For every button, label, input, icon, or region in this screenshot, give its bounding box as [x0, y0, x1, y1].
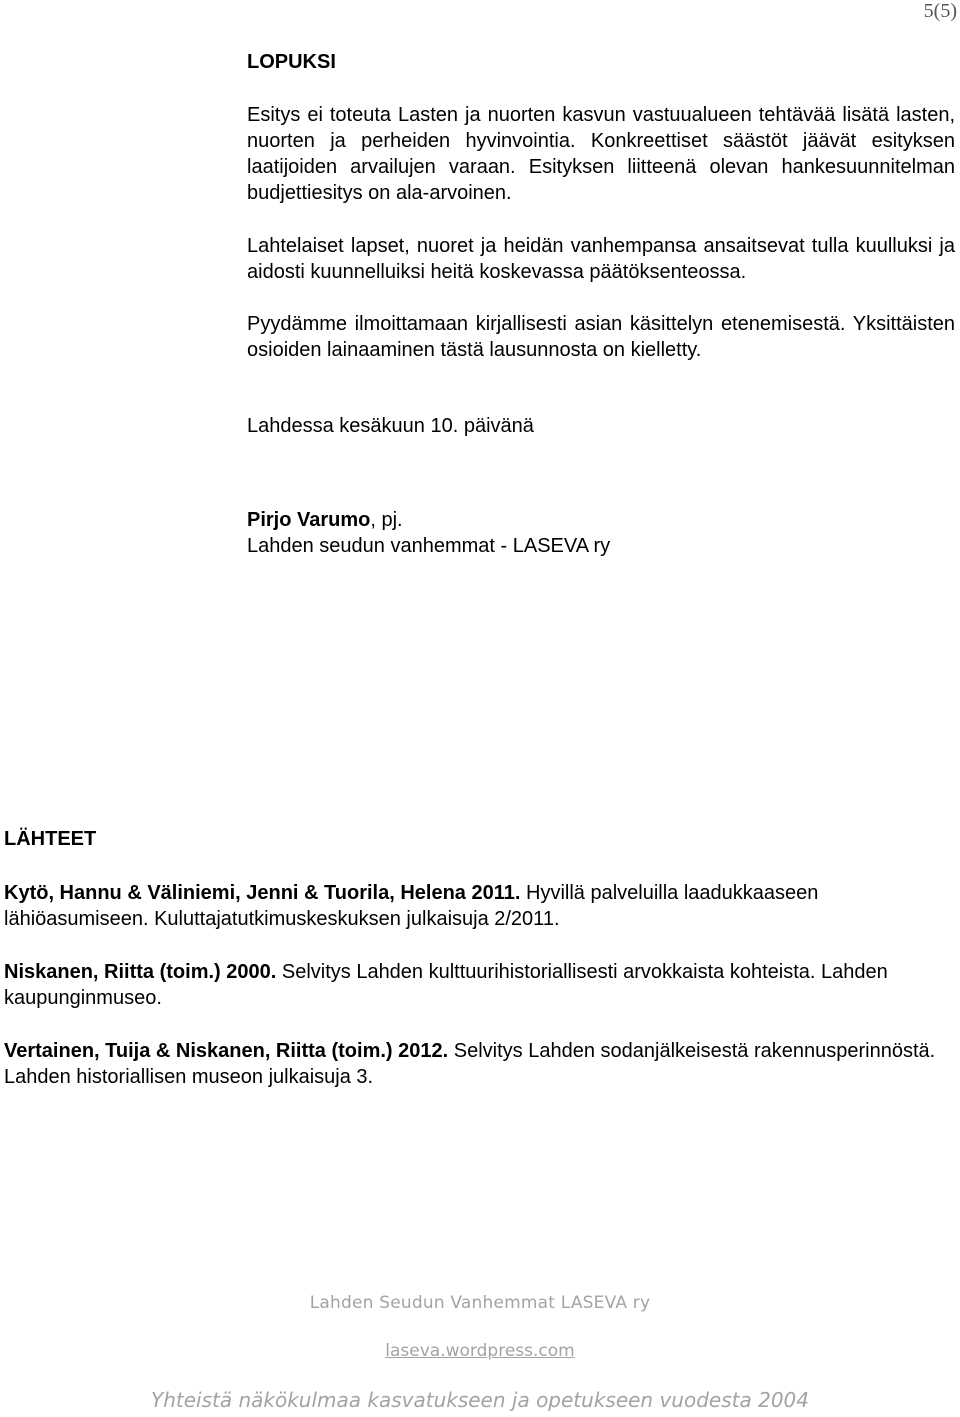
closing-paragraph: Esitys ei toteuta Lasten ja nuorten kasvun vastuualueen tehtävää lisätä lasten, nuorten ja perheiden hyvinvointia. Konkreettiset säästöt jäävät esityksen laatijoiden arvailujen varaan. Esityksen liitteenä olevan hankesuunnitelman budjettiesitys on ala-arvoinen. [247, 104, 955, 204]
footer-link-row [0, 1341, 960, 1361]
closing-paragraph: Lahtelaiset lapset, nuoret ja heidän vanhempansa ansaitsevat tulla kuulluksi ja aidosti kuunnelluiksi heitä koskevassa päätöksenteossa. [247, 235, 955, 283]
signer-organization: Lahden seudun vanhemmat - LASEVA ry [247, 535, 611, 557]
references-section [4, 826, 955, 1117]
reference-authors: Kytö, Hannu & Väliniemi, Jenni & Tuorila, Helena 2011. [4, 882, 521, 904]
signer-line [247, 507, 955, 533]
reference-authors: Niskanen, Riitta (toim.) 2000. [4, 961, 277, 983]
page-number: 5(5) [923, 0, 957, 22]
references-heading: LÄHTEET [4, 828, 97, 850]
footer-website-link[interactable]: laseva.wordpress.com [385, 1341, 575, 1361]
reference-item [4, 1038, 955, 1090]
signature-block [247, 507, 955, 559]
closing-paragraph: Pyydämme ilmoittamaan kirjallisesti asian käsittelyn etenemisestä. Yksittäisten osioiden lainaaminen tästä lausunnosta on kielletty. [247, 313, 955, 361]
closing-section [247, 49, 955, 559]
reference-authors: Vertainen, Tuija & Niskanen, Riitta (toim.) 2012. [4, 1040, 449, 1062]
reference-text: Selvitys Lahden sodanjälkeisestä rakennusperinnöstä. Lahden historiallisen museon julkaisuja 3. [4, 1040, 936, 1088]
reference-item [4, 959, 955, 1011]
signer-title: , pj. [370, 509, 403, 531]
reference-item [4, 880, 955, 932]
reference-text: Selvitys Lahden kulttuurihistoriallisesti arvokkaista kohteista. Lahden kaupunginmuseo. [4, 961, 888, 1009]
signer-name: Pirjo Varumo [247, 509, 371, 531]
place-date: Lahdessa kesäkuun 10. päivänä [247, 415, 534, 437]
footer-tagline: Yhteistä näkökulmaa kasvatukseen ja opetukseen vuodesta 2004 [151, 1388, 809, 1412]
reference-text: Hyvillä palveluilla laadukkaaseen lähiöasumiseen. Kuluttajatutkimuskeskuksen julkaisuja 2/2011. [4, 882, 819, 930]
footer-organization: Lahden Seudun Vanhemmat LASEVA ry [309, 1293, 651, 1313]
closing-heading: LOPUKSI [247, 51, 336, 73]
